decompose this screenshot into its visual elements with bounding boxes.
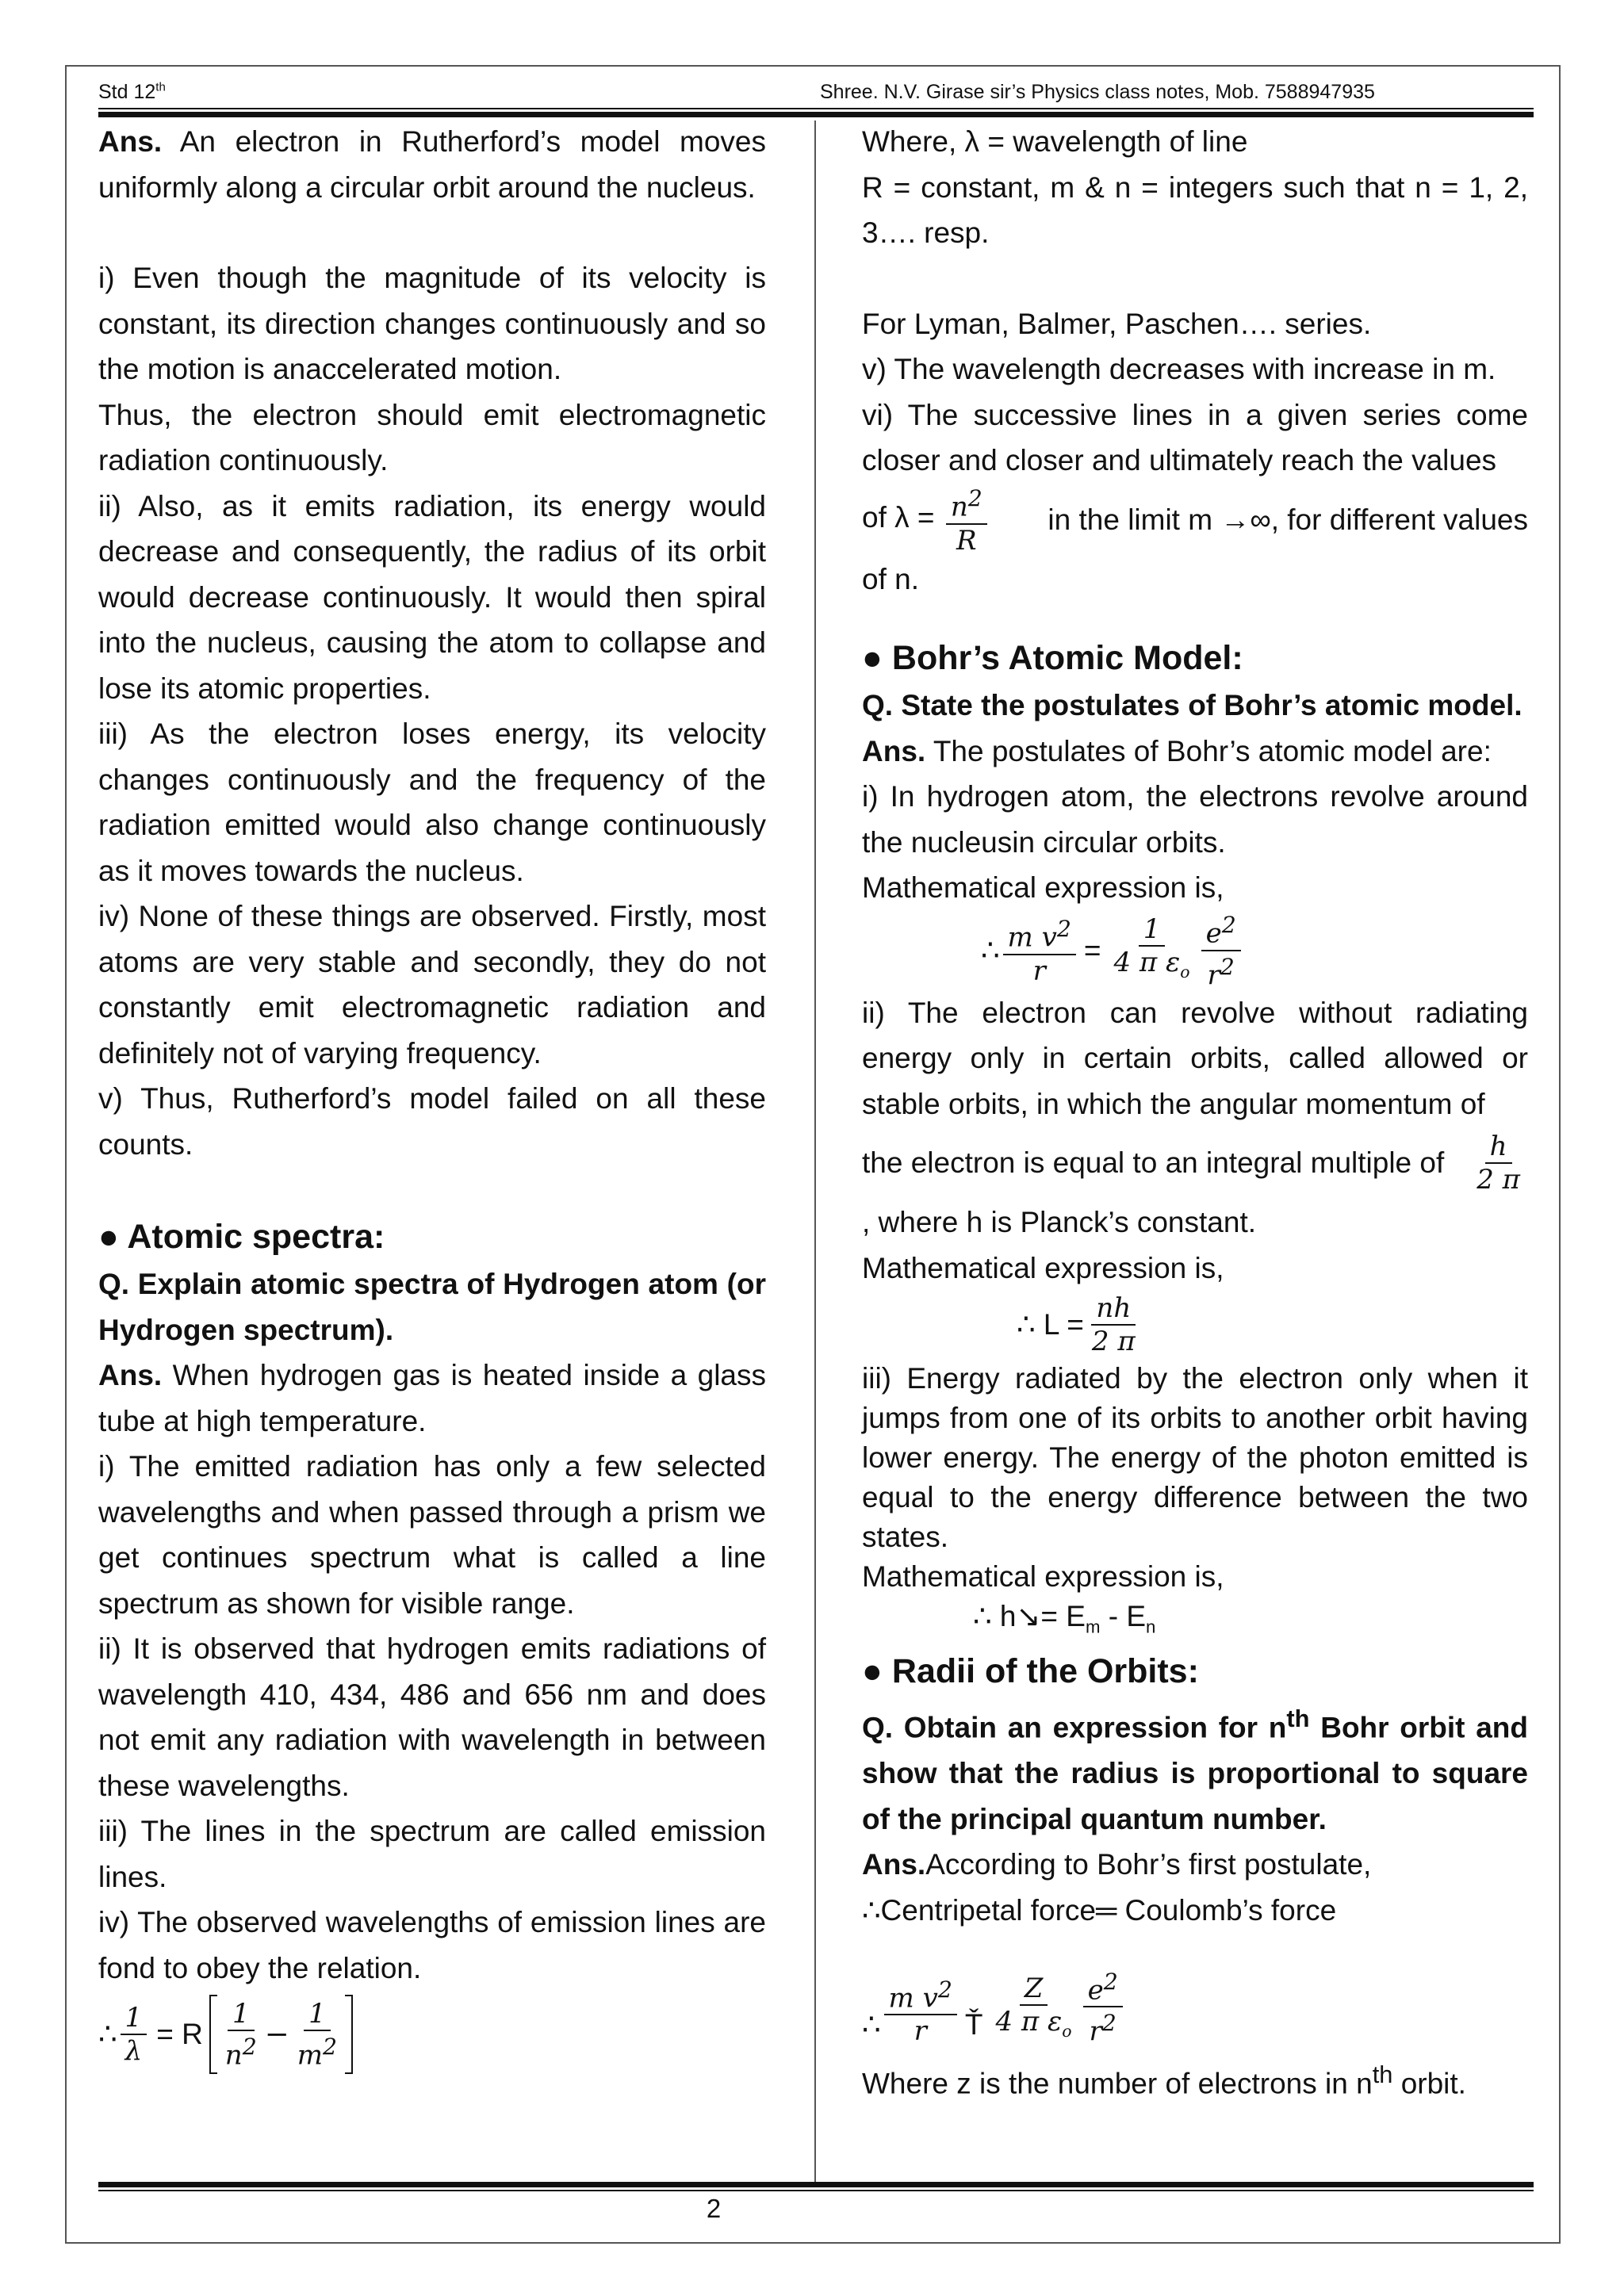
- spectra-point-2: ii) It is observed that hydrogen emits radiations of wavelength 410, 434, 486 and 656 nm and does not emit any radiation with wavelength in between these wavelengths.: [98, 1632, 766, 1802]
- postulate-3: iii) Energy radiated by the electron only when it jumps from one of its orbits to another orbit having lower energy. The energy of the photon emitted is equal to the energy difference between the two states.: [862, 1362, 1528, 1553]
- postulate-1: i) In hydrogen atom, the electrons revolve around the nucleusin circular orbits.: [862, 780, 1528, 859]
- point-5: v) Thus, Rutherford’s model failed on all these counts.: [98, 1082, 766, 1161]
- series-limit: of λ = $\frac{n^2}{R}$ in the limit m →∞, for different values: [862, 484, 1528, 557]
- postulate-2: ii) The electron can revolve without radiating energy only in certain orbits, called allowed or stable orbits, in which the angular momentum of: [862, 996, 1528, 1120]
- question-bohr: Q. State the postulates of Bohr’s atomic model.: [862, 689, 1522, 721]
- equation-centripetal: ∴ $\frac{m v^2}{r}$ = $\frac{1}{4 \pi \varepsilon_o}$ $\frac{e^2}{r^2}$: [862, 911, 1528, 990]
- spectra-point-1: i) The emitted radiation has only a few selected wavelengths and when passed through a prism we get continues spectrum what is called a line spectrum as shown for visible range.: [98, 1450, 766, 1620]
- math-expression-2: Mathematical expression is,: [862, 1251, 1224, 1284]
- point-1-cont: Thus, the electron should emit electromagnetic radiation continuously.: [98, 398, 766, 476]
- heading-radii: ● Radii of the Orbits:: [862, 1652, 1199, 1691]
- radii-answer: Ans.According to Bohr’s first postulate,: [862, 1848, 1372, 1881]
- spectra-answer: Ans. When hydrogen gas is heated inside a glass tube at high temperature.: [98, 1359, 766, 1437]
- page-header: [98, 76, 1542, 108]
- series-line: For Lyman, Balmer, Paschen…. series.: [862, 307, 1372, 340]
- left-column: [98, 119, 766, 2078]
- bohr-answer: Ans. The postulates of Bohr’s atomic model are:: [862, 734, 1492, 767]
- math-expression-3: Mathematical expression is,: [862, 1560, 1224, 1593]
- question-radii: Q. Obtain an expression for $n^{th}$ Bohr orbit and show that the radius is proportional to square of the principal quantum number.: [862, 1705, 1528, 1835]
- point-vi: vi) The successive lines in a given series come closer and closer and ultimately reach the values: [862, 398, 1528, 476]
- series-limit-end: of n.: [862, 562, 919, 595]
- rydberg-equation: ∴ $\frac{1}{\lambda}$ = R $\frac{1}{n^2}$ − $\frac{1}{m^2}$: [98, 1991, 766, 2078]
- force-balance: ∴Centripetal force═ Coulomb’s force: [862, 1893, 1337, 1927]
- postulate-2-cont: the electron is equal to an integral multiple of $\frac{h}{2 \pi}$: [862, 1131, 1520, 1196]
- spectra-point-3: iii) The lines in the spectrum are called emission lines.: [98, 1815, 766, 1893]
- question-spectra: Q. Explain atomic spectra of Hydrogen atom (or Hydrogen spectrum).: [98, 1268, 766, 1346]
- right-column: [862, 119, 1528, 2107]
- point-v: v) The wavelength decreases with increase in m.: [862, 353, 1496, 385]
- header-rule-thick: [98, 112, 1534, 117]
- column-divider: [814, 121, 816, 2182]
- header-rule-thin: [98, 108, 1534, 109]
- equation-force-balance: ∴ $\frac{m v^2}{r}$ Ť $\frac{Z}{4 \pi \varepsilon_o}$ $\frac{e^2}{r^2}$: [862, 1933, 1528, 2052]
- constants-definition: R = constant, m & n = integers such that n = 1, 2, 3…. resp.: [862, 170, 1528, 249]
- equation-angular-momentum: ∴ L = $\frac{nh}{2 \pi}$: [1017, 1292, 1136, 1357]
- lambda-definition: Where, λ = wavelength of line: [862, 125, 1248, 158]
- planck-note: , where h is Planck’s constant.: [862, 1206, 1257, 1238]
- math-expression-1: Mathematical expression is,: [862, 871, 1224, 904]
- electron-count-note: Where z is the number of electrons in $n^{th}$ orbit.: [862, 2061, 1466, 2100]
- point-3: iii) As the electron loses energy, its velocity changes continuously and the frequency of the radiation emitted would also change continuously as it moves towards the nucleus.: [98, 718, 766, 887]
- point-4: iv) None of these things are observed. Firstly, most atoms are very stable and secondly, they do not constantly emit electromagnetic radiation and definitely not of varying frequency.: [98, 900, 766, 1070]
- page-number: 2: [706, 2194, 722, 2223]
- equation-energy: ∴ h↘= $E_m - E_n$: [973, 1600, 1156, 1637]
- heading-bohr-model: ● Bohr’s Atomic Model:: [862, 639, 1243, 677]
- rutherford-intro: Ans. An electron in Rutherford’s model moves uniformly along a circular orbit around the nucleus.: [98, 125, 766, 204]
- std-label: Std 12th: [98, 80, 166, 103]
- spectra-point-4: iv) The observed wavelengths of emission lines are fond to obey the relation.: [98, 1906, 766, 1984]
- point-1: i) Even though the magnitude of its velocity is constant, its direction changes continuously and so the motion is anaccelerated motion.: [98, 262, 766, 385]
- heading-atomic-spectra: ● Atomic spectra:: [98, 1218, 385, 1256]
- point-2: ii) Also, as it emits radiation, its energy would decrease and consequently, the radius of its orbit would decrease continuously. It would then spiral into the nucleus, causing the atom to collapse and lose its atomic properties.: [98, 489, 766, 705]
- header-title: Shree. N.V. Girase sir’s Physics class notes, Mob. 7588947935: [820, 81, 1375, 103]
- footer-rule-thin: [98, 2190, 1534, 2191]
- footer-rule-thick: [98, 2182, 1534, 2187]
